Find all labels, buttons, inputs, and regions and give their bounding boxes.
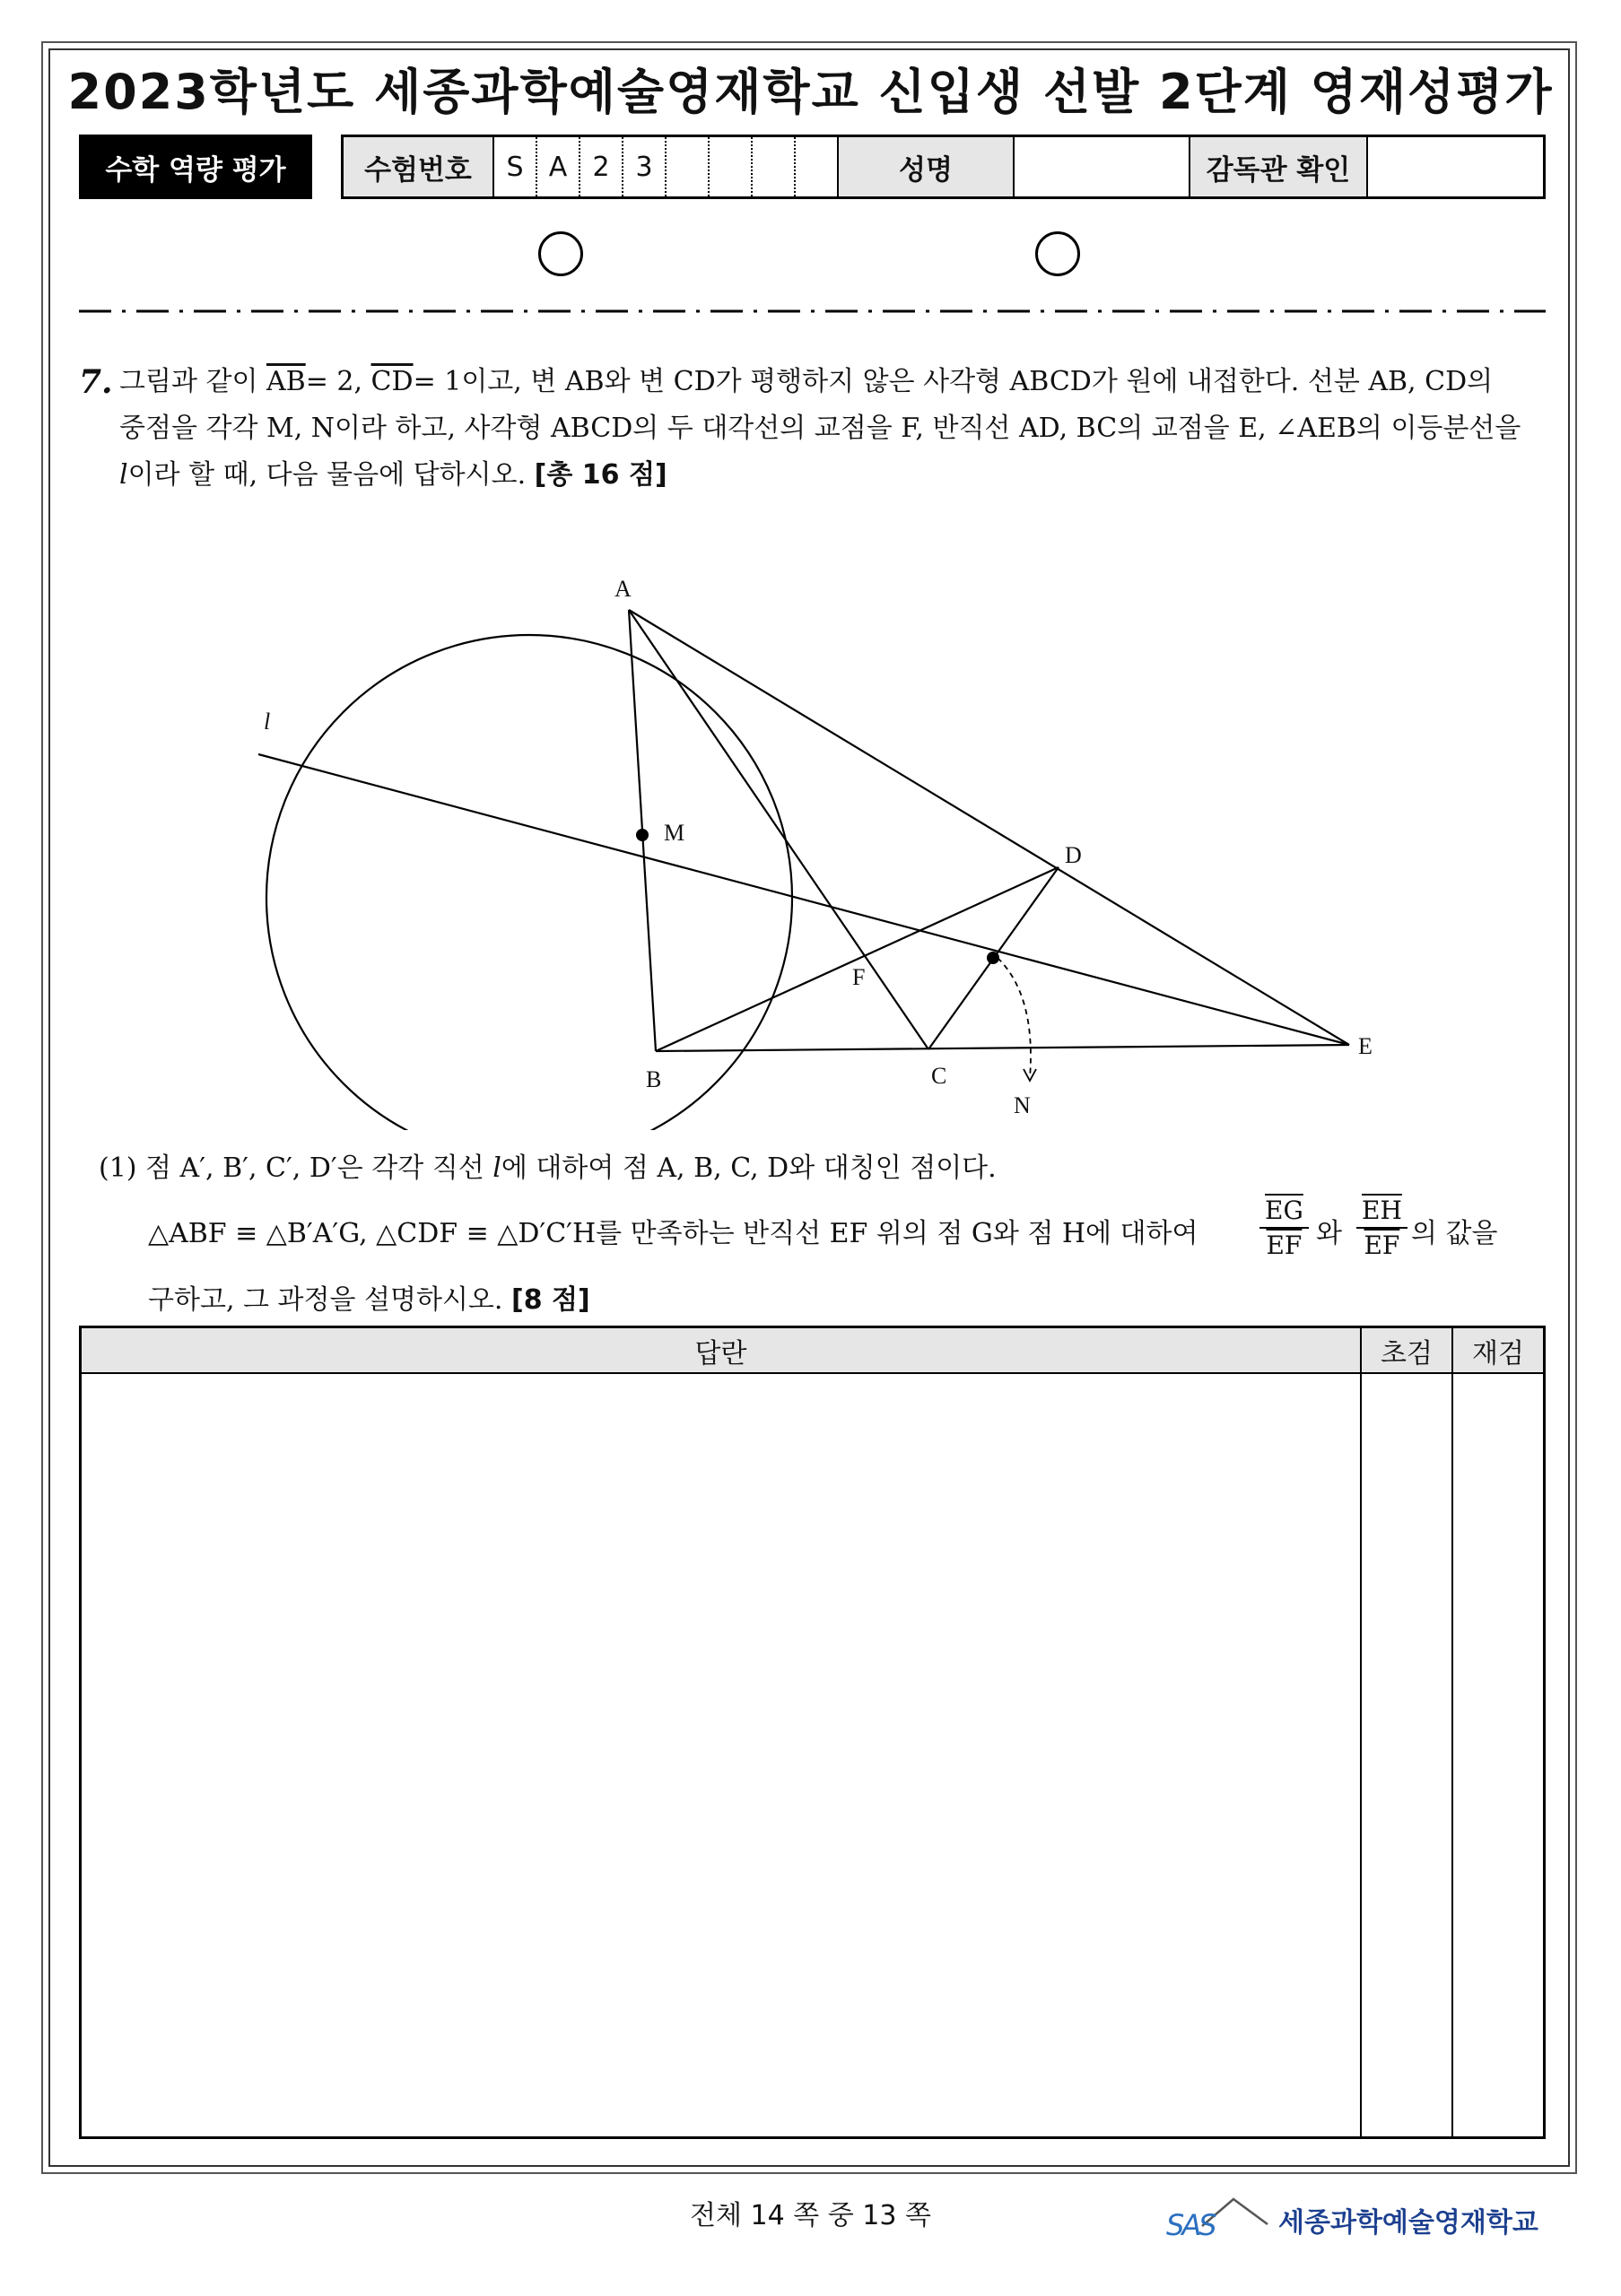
label-m: M [664, 820, 685, 846]
label-c: C [931, 1063, 947, 1089]
text: = 2, [305, 366, 371, 397]
bisector-line-l [258, 754, 1349, 1045]
text: 그림과 같이 [119, 366, 266, 397]
fraction-denominator: EF [1266, 1231, 1303, 1260]
label-f: F [852, 964, 866, 990]
fraction-denominator: EF [1364, 1231, 1400, 1260]
exam-number-digit: S [492, 137, 536, 196]
point-m [636, 829, 649, 841]
exam-number-digit: A [536, 137, 579, 196]
text: 에 대하여 점 A, B, C, D와 대칭인 점이다. [501, 1152, 997, 1184]
subquestion-line-3 [148, 1277, 590, 1317]
subquestion-line-2: △ABF ≡ △B′A′G, △CDF ≡ △D′C′H를 만족하는 반직선 EF 위의 점 G와 점 H에 대하여 [148, 1218, 1198, 1249]
points-total: [총 16 점] [534, 459, 667, 491]
name-field[interactable] [1013, 137, 1189, 196]
circumcircle [266, 635, 792, 1130]
segment-ae-line [629, 610, 1349, 1045]
line-l-symbol: l [492, 1152, 501, 1184]
answer-table [79, 1326, 1546, 2139]
exam-number-digit: 2 [579, 137, 622, 196]
proctor-signature-field[interactable] [1366, 137, 1543, 196]
exam-info-table [341, 135, 1546, 199]
segment-be-line [656, 1045, 1349, 1051]
point-n [987, 952, 999, 964]
text: = 1이고, 변 AB와 변 CD가 평행하지 않은 사각형 ABCD가 원에 내접한다. 선분 AB, CD의 [413, 366, 1494, 397]
exam-number-label: 수험번호 [344, 137, 492, 196]
segment-cd: $\overline{CD}$ [370, 366, 414, 397]
answer-writing-area[interactable] [82, 1374, 1360, 2136]
label-a: A [614, 576, 632, 602]
label-d: D [1065, 842, 1082, 868]
fraction-numerator: $\overline{EG}$ [1259, 1196, 1309, 1229]
fraction-numerator: $\overline{EH}$ [1356, 1196, 1407, 1229]
text: 구하고, 그 과정을 설명하시오. [148, 1284, 511, 1316]
fraction-eg-ef [1259, 1196, 1309, 1260]
subquestion-end: 의 값을 [1411, 1218, 1498, 1249]
cut-line [79, 308, 1546, 315]
first-grading-area[interactable] [1362, 1374, 1451, 2136]
page-indicator: 전체 14 쪽 중 13 쪽 [690, 2200, 931, 2231]
label-e: E [1358, 1033, 1373, 1059]
exam-number-digit-input[interactable] [794, 137, 837, 196]
punch-hole-mark [1035, 231, 1080, 276]
subquestion-and: 와 [1316, 1218, 1342, 1249]
first-grading-label: 초검 [1381, 1337, 1433, 1370]
proctor-label: 감독관 확인 [1189, 137, 1366, 196]
exam-number-digit-input[interactable] [751, 137, 794, 196]
fraction-eh-ef [1356, 1196, 1407, 1260]
exam-number-digit-input[interactable] [708, 137, 751, 196]
subquestion-points: [8 점] [510, 1284, 590, 1316]
exam-number-digit: 3 [622, 137, 665, 196]
subquestion-line-1 [99, 1145, 997, 1185]
punch-hole-mark [538, 231, 583, 276]
subject-badge: 수학 역량 평가 [79, 135, 312, 199]
problem-line-2: 중점을 각각 M, N이라 하고, 사각형 ABCD의 두 대각선의 교점을 F, 반직선 AD, BC의 교점을 E, ∠AEB의 이등분선을 [119, 413, 1521, 444]
problem-line-3 [119, 452, 667, 499]
geometry-figure [224, 556, 1417, 1130]
exam-number-digit-input[interactable] [665, 137, 708, 196]
second-grading-area[interactable] [1453, 1374, 1543, 2136]
text: (1) 점 A′, B′, C′, D′은 각각 직선 [99, 1152, 493, 1184]
problem-number: 7. [79, 363, 113, 401]
name-label: 성명 [837, 137, 1013, 196]
school-name: 세종과학예술영재학교 [1278, 2207, 1538, 2239]
answer-column-label: 답란 [694, 1337, 747, 1370]
label-n: N [1014, 1092, 1031, 1118]
label-b: B [646, 1066, 662, 1092]
label-l: l [264, 709, 271, 735]
segment-ab: $\overline{AB}$ [266, 366, 306, 397]
second-grading-label: 재검 [1472, 1337, 1524, 1370]
logo-letters: SAS [1166, 2208, 1215, 2242]
line-l-symbol: l [119, 459, 128, 491]
point-n-pointer [998, 958, 1031, 1078]
exam-title: 2023학년도 세종과학예술영재학교 신입생 선발 2단계 영재성평가 [67, 64, 1554, 120]
problem-line-1 [119, 359, 1493, 405]
text: 이라 할 때, 다음 물음에 답하시오. [127, 459, 535, 491]
